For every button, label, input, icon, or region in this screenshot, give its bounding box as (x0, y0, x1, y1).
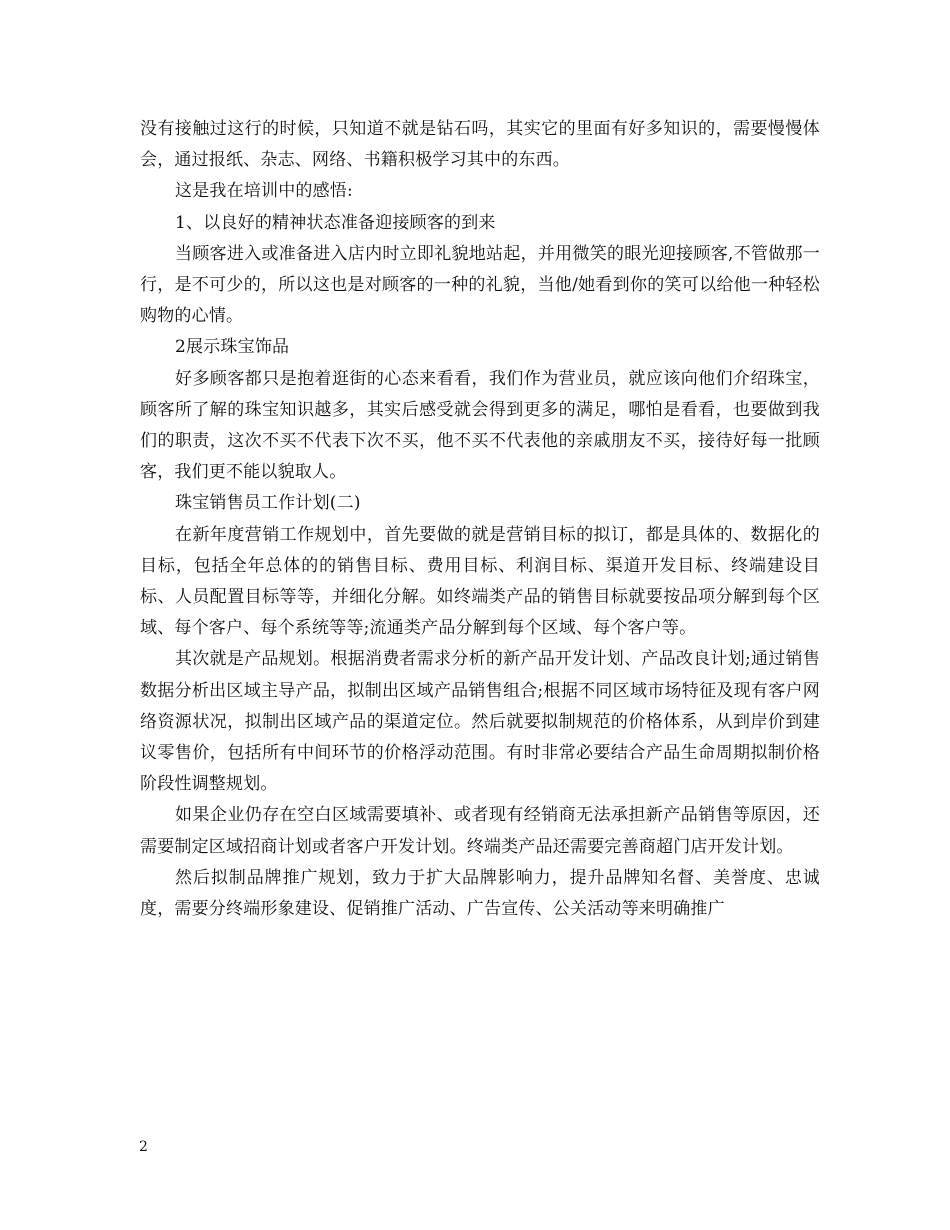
paragraph-product-planning: 其次就是产品规划。根据消费者需求分析的新产品开发计划、产品改良计划;通过销售数据分析出区域主导产品，拟制出区域产品销售组合;根据不同区域市场特征及现有客户网络资源状况，拟制出区域产品的渠道定位。然后就要拟制规范的价格体系，从到岸价到建议零售价，包括所有中间环节的价格浮动范围。有时非常必要结合产品生命周期拟制价格阶段性调整规划。 (140, 649, 820, 795)
body-text (140, 114, 820, 925)
paragraph-heading-1: 1、以良好的精神状态准备迎接顾客的到来 (175, 212, 496, 233)
paragraph-sales-targets: 在新年度营销工作规划中，首先要做的就是营销目标的拟订，都是具体的、数据化的目标，包括全年总体的的销售目标、费用目标、利润目标、渠道开发目标、终端建设目标、人员配置目标等等，并细化分解。如终端类产品的销售目标就要按品项分解到每个区域、每个客户、每个系统等等;流通类产品分解到每个区域、每个客户等。 (140, 524, 820, 639)
paragraph-section-title: 珠宝销售员工作计划(二) (175, 493, 361, 514)
page-number: 2 (139, 1139, 148, 1155)
paragraph-brand-promotion: 然后拟制品牌推广规划，致力于扩大品牌影响力，提升品牌知名督、美誉度、忠诚度，需要分终端形象建设、促销推广活动、广告宣传、公关活动等来明确推广 (140, 867, 820, 920)
paragraph-training-insight: 这是我在培训中的感悟: (175, 181, 353, 202)
paragraph-intro-continued: 没有接触过这行的时候，只知道不就是钻石吗，其实它的里面有好多知识的，需要慢慢体会，通过报纸、杂志、网络、书籍积极学习其中的东西。 (140, 119, 820, 171)
paragraph-showing-jewelry: 好多顾客都只是抱着逛街的心态来看看，我们作为营业员，就应该向他们介绍珠宝，顾客所了解的珠宝知识越多，其实后感受就会得到更多的满足，哪怕是看看，也要做到我们的职责，这次不买不代表下次不买，他不买不代表他的亲戚朋友不买，接待好每一批顾客，我们更不能以貌取人。 (140, 368, 820, 483)
paragraph-greeting-customers: 当顾客进入或准备进入店内时立即礼貌地站起，并用微笑的眼光迎接顾客,不管做那一行，是不可少的，所以这也是对顾客的一种的礼貌，当他/她看到你的笑可以给他一种轻松购物的心情。 (140, 243, 820, 327)
paragraph-region-development: 如果企业仍存在空白区域需要填补、或者现有经销商无法承担新产品销售等原因，还需要制定区域招商计划或者客户开发计划。终端类产品还需要完善商超门店开发计划。 (140, 805, 820, 857)
paragraph-heading-2: 2展示珠宝饰品 (175, 337, 290, 358)
